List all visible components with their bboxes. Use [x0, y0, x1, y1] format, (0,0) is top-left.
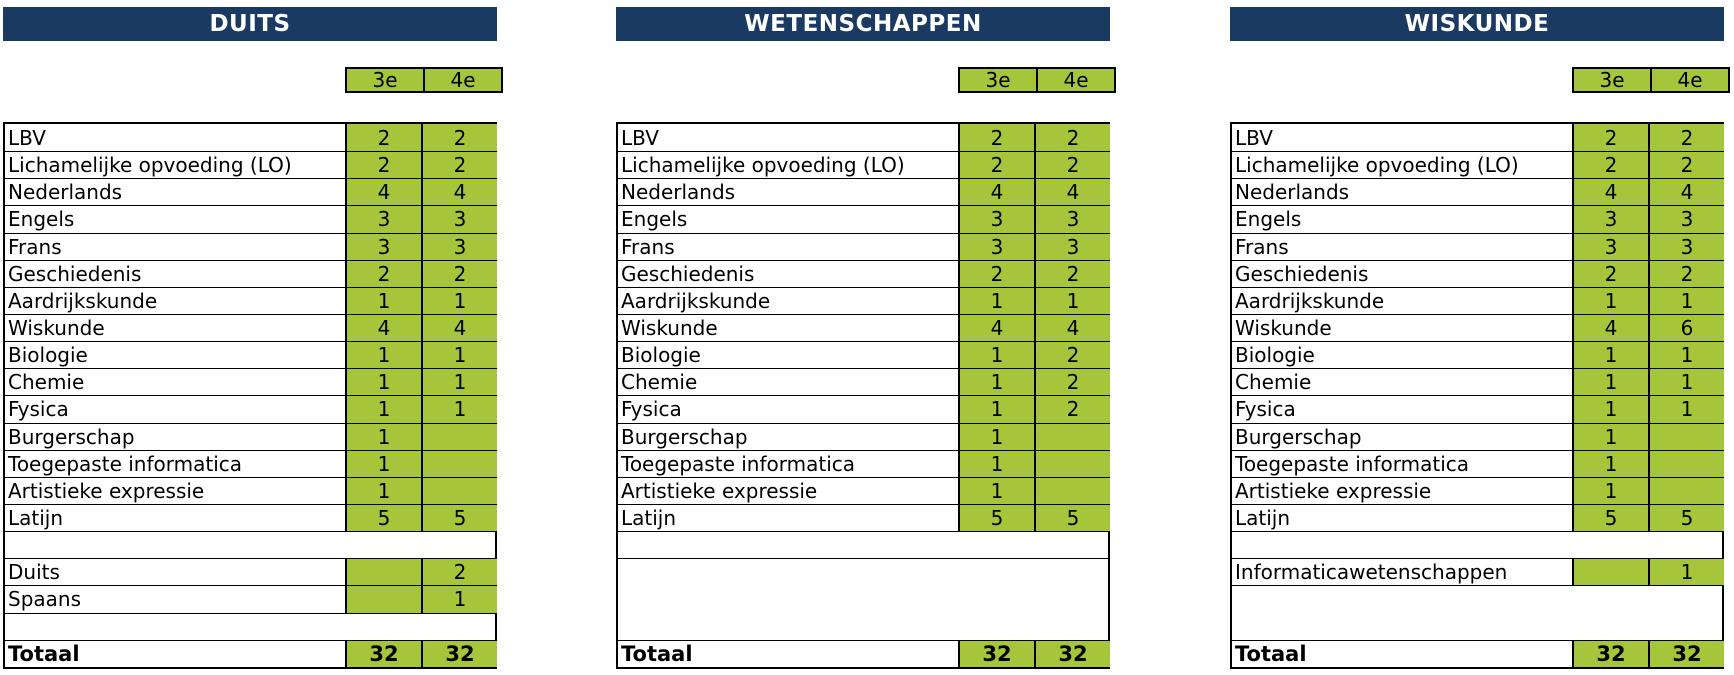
table-row — [1232, 640, 1722, 667]
subject-name: Wiskunde — [8, 316, 105, 341]
blank-row — [1232, 531, 1722, 558]
subject-name: Aardrijkskunde — [1235, 288, 1385, 313]
hours-4e: 2 — [421, 152, 497, 178]
subject-name: Biologie — [621, 343, 701, 368]
table-row — [5, 151, 495, 178]
hours-4e: 2 — [1034, 261, 1110, 287]
subject-name: Geschiedenis — [8, 261, 142, 286]
subject-name: LBV — [1235, 125, 1273, 150]
hours-4e: 2 — [1648, 261, 1724, 287]
table-row — [5, 287, 495, 314]
table-row — [1232, 124, 1722, 151]
hours-3e: 3 — [958, 234, 1034, 260]
table-row — [1232, 151, 1722, 178]
year-label-3e: 3e — [347, 69, 423, 91]
subject-name: Toegepaste informatica — [8, 451, 243, 476]
blank-row — [5, 531, 495, 558]
table-row — [5, 124, 495, 151]
hours-3e: 3 — [1572, 234, 1648, 260]
table-row — [5, 477, 495, 504]
hours-3e: 1 — [345, 451, 421, 477]
subject-name: Frans — [8, 234, 62, 259]
hours-3e: 32 — [345, 641, 421, 667]
hours-3e: 2 — [345, 152, 421, 178]
year-header — [345, 67, 503, 93]
subject-name: Fysica — [621, 397, 682, 422]
subject-name: Latijn — [621, 506, 677, 531]
hours-3e: 1 — [1572, 478, 1648, 504]
hours-4e: 1 — [1648, 369, 1724, 395]
hours-4e: 1 — [1034, 288, 1110, 314]
hours-4e: 2 — [1648, 124, 1724, 151]
subject-name: Informaticawetenschappen — [1235, 560, 1508, 585]
table-row — [618, 504, 1108, 531]
hours-3e: 4 — [345, 179, 421, 205]
table-row — [5, 558, 495, 585]
hours-4e: 2 — [1034, 369, 1110, 395]
hours-3e: 3 — [958, 206, 1034, 232]
hours-4e: 1 — [1648, 559, 1724, 585]
year-label-3e: 3e — [960, 69, 1036, 91]
subject-name: Chemie — [621, 370, 698, 395]
hours-4e: 3 — [421, 234, 497, 260]
subject-name: Biologie — [8, 343, 88, 368]
year-label-4e: 4e — [423, 69, 501, 91]
empty-cell — [618, 559, 1108, 639]
hours-4e: 1 — [1648, 396, 1724, 422]
hours-3e: 1 — [345, 369, 421, 395]
hours-3e: 2 — [958, 152, 1034, 178]
hours-3e: 1 — [958, 424, 1034, 450]
hours-3e: 3 — [1572, 206, 1648, 232]
hours-4e: 2 — [421, 261, 497, 287]
subject-name: Wiskunde — [621, 316, 718, 341]
subject-name: Nederlands — [8, 180, 123, 205]
hours-3e: 1 — [345, 396, 421, 422]
hours-3e: 1 — [958, 288, 1034, 314]
subject-name: Latijn — [8, 506, 64, 531]
hours-4e — [421, 424, 497, 450]
table-row — [618, 178, 1108, 205]
empty-cell — [618, 532, 1108, 558]
hours-4e: 5 — [1034, 505, 1110, 531]
hours-table — [1230, 122, 1724, 669]
table-row — [1232, 477, 1722, 504]
subject-name: Totaal — [1235, 641, 1307, 666]
subject-name: Burgerschap — [621, 424, 748, 449]
hours-3e: 3 — [345, 206, 421, 232]
hours-4e: 1 — [421, 586, 497, 612]
table-row — [618, 233, 1108, 260]
year-label-4e: 4e — [1036, 69, 1114, 91]
hours-3e: 2 — [958, 261, 1034, 287]
hours-4e: 4 — [421, 315, 497, 341]
hours-3e: 1 — [345, 478, 421, 504]
hours-3e — [345, 586, 421, 612]
hours-3e: 4 — [958, 315, 1034, 341]
hours-3e: 1 — [1572, 342, 1648, 368]
table-row — [618, 205, 1108, 232]
blank-row — [618, 531, 1108, 558]
subject-name: Fysica — [1235, 397, 1296, 422]
hours-4e: 3 — [1034, 206, 1110, 232]
blank-row — [5, 613, 495, 640]
subject-name: Wiskunde — [1235, 316, 1332, 341]
hours-4e — [1648, 478, 1724, 504]
hours-3e: 1 — [1572, 396, 1648, 422]
year-header — [1572, 67, 1730, 93]
table-row — [1232, 178, 1722, 205]
subject-name: Latijn — [1235, 506, 1291, 531]
hours-3e: 5 — [345, 505, 421, 531]
hours-4e: 3 — [421, 206, 497, 232]
table-row — [618, 640, 1108, 667]
table-row — [618, 450, 1108, 477]
hours-4e: 2 — [1648, 152, 1724, 178]
table-row — [618, 395, 1108, 422]
hours-3e: 1 — [345, 424, 421, 450]
hours-4e: 2 — [1034, 396, 1110, 422]
hours-4e: 4 — [421, 179, 497, 205]
subject-name: Toegepaste informatica — [1235, 451, 1470, 476]
subject-name: Artistieke expressie — [1235, 478, 1432, 503]
empty-cell — [5, 532, 495, 558]
hours-4e: 1 — [421, 369, 497, 395]
empty-cell — [1232, 532, 1722, 558]
hours-4e: 4 — [1648, 179, 1724, 205]
hours-3e: 1 — [958, 369, 1034, 395]
subject-name: Geschiedenis — [621, 261, 755, 286]
hours-table — [3, 122, 497, 669]
table-row — [5, 450, 495, 477]
hours-4e: 2 — [421, 559, 497, 585]
hours-4e: 1 — [421, 288, 497, 314]
table-row — [618, 151, 1108, 178]
table-row — [1232, 260, 1722, 287]
hours-3e: 2 — [1572, 124, 1648, 151]
hours-4e — [1034, 451, 1110, 477]
hours-3e: 4 — [345, 315, 421, 341]
subject-name: Burgerschap — [1235, 424, 1362, 449]
hours-3e: 2 — [345, 124, 421, 151]
table-row — [618, 477, 1108, 504]
hours-4e — [1648, 424, 1724, 450]
hours-4e: 1 — [1648, 288, 1724, 314]
hours-4e: 3 — [1648, 206, 1724, 232]
subject-name: Totaal — [8, 641, 80, 666]
table-row — [1232, 205, 1722, 232]
subject-name: LBV — [8, 125, 46, 150]
table-row — [618, 260, 1108, 287]
table-row — [5, 205, 495, 232]
hours-3e: 1 — [958, 342, 1034, 368]
hours-4e: 3 — [1648, 234, 1724, 260]
table-row — [1232, 395, 1722, 422]
table-row — [618, 423, 1108, 450]
empty-cell — [1232, 586, 1722, 639]
hours-3e: 1 — [958, 451, 1034, 477]
subject-name: Aardrijkskunde — [8, 288, 158, 313]
hours-3e: 1 — [958, 396, 1034, 422]
hours-4e: 2 — [1034, 152, 1110, 178]
hours-3e: 5 — [958, 505, 1034, 531]
hours-4e: 6 — [1648, 315, 1724, 341]
table-row — [5, 260, 495, 287]
hours-3e: 2 — [1572, 261, 1648, 287]
hours-3e: 1 — [1572, 424, 1648, 450]
hours-4e: 32 — [1648, 641, 1724, 667]
year-header — [958, 67, 1116, 93]
hours-3e: 2 — [345, 261, 421, 287]
table-row — [5, 395, 495, 422]
table-row — [618, 368, 1108, 395]
subject-name: Nederlands — [1235, 180, 1350, 205]
table-row — [1232, 450, 1722, 477]
year-label-4e: 4e — [1650, 69, 1728, 91]
hours-3e — [345, 559, 421, 585]
subject-name: LBV — [621, 125, 659, 150]
subject-name: Chemie — [1235, 370, 1312, 395]
hours-4e: 4 — [1034, 315, 1110, 341]
blank-row — [1232, 585, 1722, 639]
subject-name: Lichamelijke opvoeding (LO) — [621, 153, 905, 178]
subject-name: Biologie — [1235, 343, 1315, 368]
panel-title: WETENSCHAPPEN — [616, 7, 1110, 41]
hours-3e — [1572, 559, 1648, 585]
table-row — [5, 640, 495, 667]
subject-name: Frans — [1235, 234, 1289, 259]
hours-3e: 32 — [1572, 641, 1648, 667]
table-row — [1232, 341, 1722, 368]
year-label-3e: 3e — [1574, 69, 1650, 91]
hours-4e: 1 — [421, 342, 497, 368]
table-row — [618, 314, 1108, 341]
subject-name: Geschiedenis — [1235, 261, 1369, 286]
table-row — [1232, 314, 1722, 341]
table-row — [1232, 558, 1722, 585]
hours-4e — [421, 451, 497, 477]
hours-4e: 4 — [1034, 179, 1110, 205]
panel-duits — [3, 0, 497, 675]
hours-3e: 1 — [345, 288, 421, 314]
subject-name: Engels — [1235, 207, 1302, 232]
table-row — [5, 368, 495, 395]
subject-name: Chemie — [8, 370, 85, 395]
hours-4e: 2 — [1034, 342, 1110, 368]
table-row — [1232, 423, 1722, 450]
subject-name: Duits — [8, 560, 60, 585]
hours-3e: 5 — [1572, 505, 1648, 531]
hours-4e: 3 — [1034, 234, 1110, 260]
hours-3e: 2 — [1572, 152, 1648, 178]
table-row — [5, 178, 495, 205]
subject-name: Frans — [621, 234, 675, 259]
subject-name: Spaans — [8, 587, 81, 612]
hours-3e: 4 — [1572, 315, 1648, 341]
subject-name: Artistieke expressie — [8, 478, 205, 503]
subject-name: Burgerschap — [8, 424, 135, 449]
panel-wetenschappen — [616, 0, 1110, 675]
hours-4e — [1648, 451, 1724, 477]
hours-4e: 1 — [1648, 342, 1724, 368]
subject-name: Fysica — [8, 397, 69, 422]
hours-3e: 1 — [345, 342, 421, 368]
table-row — [1232, 504, 1722, 531]
table-row — [5, 314, 495, 341]
hours-4e: 32 — [421, 641, 497, 667]
subject-name: Artistieke expressie — [621, 478, 818, 503]
subject-name: Nederlands — [621, 180, 736, 205]
table-row — [5, 504, 495, 531]
table-row — [1232, 287, 1722, 314]
panel-wiskunde — [1230, 0, 1724, 675]
table-row — [618, 124, 1108, 151]
hours-4e: 2 — [421, 124, 497, 151]
table-row — [5, 585, 495, 612]
subject-name: Lichamelijke opvoeding (LO) — [8, 153, 292, 178]
hours-3e: 1 — [1572, 369, 1648, 395]
table-row — [5, 233, 495, 260]
table-row — [1232, 233, 1722, 260]
table-row — [5, 423, 495, 450]
hours-4e: 32 — [1034, 641, 1110, 667]
hours-4e: 5 — [1648, 505, 1724, 531]
blank-row — [618, 558, 1108, 639]
table-row — [618, 287, 1108, 314]
table-row — [5, 341, 495, 368]
hours-3e: 1 — [958, 478, 1034, 504]
hours-4e — [1034, 424, 1110, 450]
hours-4e: 5 — [421, 505, 497, 531]
hours-4e: 1 — [421, 396, 497, 422]
subject-name: Engels — [8, 207, 75, 232]
subject-name: Toegepaste informatica — [621, 451, 856, 476]
hours-3e: 4 — [958, 179, 1034, 205]
panel-title: DUITS — [3, 7, 497, 41]
table-row — [618, 341, 1108, 368]
hours-4e — [421, 478, 497, 504]
hours-4e: 2 — [1034, 124, 1110, 151]
hours-table — [616, 122, 1110, 669]
subject-name: Engels — [621, 207, 688, 232]
hours-4e — [1034, 478, 1110, 504]
subject-name: Aardrijkskunde — [621, 288, 771, 313]
hours-3e: 32 — [958, 641, 1034, 667]
empty-cell — [5, 614, 495, 640]
hours-3e: 3 — [345, 234, 421, 260]
hours-3e: 1 — [1572, 288, 1648, 314]
panel-title: WISKUNDE — [1230, 7, 1724, 41]
hours-3e: 4 — [1572, 179, 1648, 205]
table-row — [1232, 368, 1722, 395]
subject-name: Lichamelijke opvoeding (LO) — [1235, 153, 1519, 178]
hours-3e: 2 — [958, 124, 1034, 151]
subject-name: Totaal — [621, 641, 693, 666]
hours-3e: 1 — [1572, 451, 1648, 477]
